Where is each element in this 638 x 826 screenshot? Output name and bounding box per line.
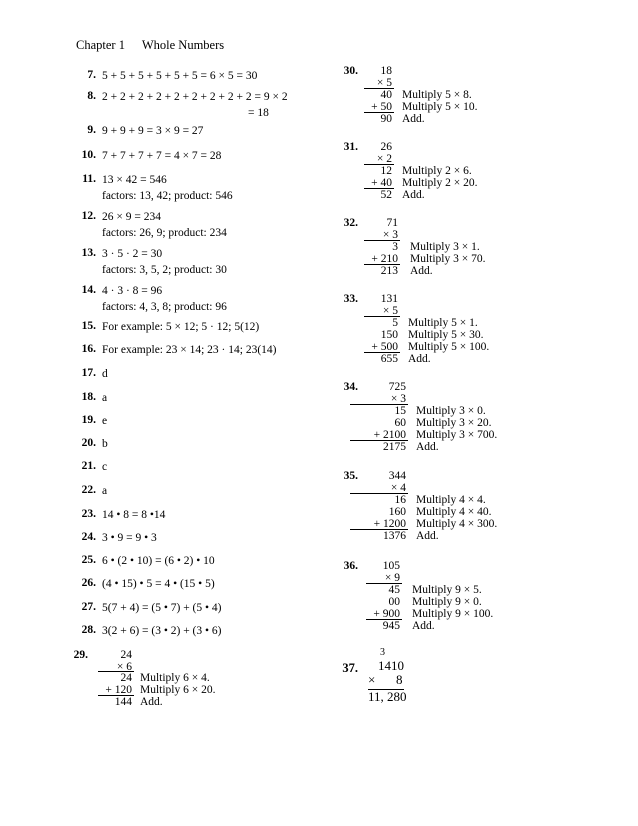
result: 11, 280	[368, 689, 407, 704]
sum-line	[364, 112, 394, 113]
problem-text-line: 4 · 3 · 8 = 96	[102, 285, 163, 297]
problem-text-line: 26 × 9 = 234	[102, 211, 161, 223]
row-value: 725	[388, 381, 406, 393]
problem-text-line: 14 • 8 = 8 •14	[102, 509, 166, 521]
problem-number: 32.	[343, 217, 358, 229]
row-value: 71	[386, 217, 398, 229]
sum-line	[98, 671, 134, 672]
multiplication-row	[368, 405, 486, 417]
problem-number: 15.	[81, 320, 96, 332]
row-value: 12	[380, 165, 392, 177]
row-value: + 50	[371, 101, 392, 113]
row-value: 344	[388, 470, 406, 482]
row-value: × 5	[382, 305, 398, 317]
sum-line	[364, 316, 400, 317]
row-value: 1376	[383, 530, 406, 542]
problem-text-line: 9 + 9 + 9 = 3 × 9 = 27	[102, 125, 204, 137]
row-note: Multiply 9 × 5.	[412, 584, 482, 596]
row-value: 15	[394, 405, 406, 417]
row-value: 144	[114, 695, 132, 708]
row-note: Multiply 5 × 100.	[408, 341, 490, 353]
problem-number: 30.	[343, 65, 358, 77]
multiplication-row	[368, 494, 486, 506]
row-note: Multiply 9 × 0.	[412, 596, 482, 608]
problem-text-line: 3 • 9 = 9 • 3	[102, 532, 157, 544]
row-value: × 4	[390, 482, 406, 494]
problem-text-line: e	[102, 415, 108, 427]
multiplication-row	[368, 113, 425, 125]
sum-line	[366, 583, 402, 584]
row-value: 90	[380, 113, 392, 125]
multiplication-row	[98, 672, 210, 685]
multiplication-row	[368, 317, 478, 329]
row-value: 213	[380, 265, 398, 277]
row-note: Multiply 3 × 20.	[416, 417, 492, 429]
multiplication-row	[368, 189, 425, 201]
row-value: + 900	[373, 608, 400, 620]
row-value: 655	[380, 353, 398, 365]
problem-text-line: 5 + 5 + 5 + 5 + 5 + 5 = 6 × 5 = 30	[102, 70, 258, 82]
row-note: Multiply 6 × 4.	[140, 672, 210, 685]
row-value: 24	[120, 649, 132, 661]
sum-line	[364, 88, 394, 89]
problem-text-line: 7 + 7 + 7 + 7 = 4 × 7 = 28	[102, 150, 222, 162]
row-value: 160	[388, 506, 406, 518]
row-note: Add.	[410, 265, 433, 277]
row-value: 60	[394, 417, 406, 429]
problem-number: 36.	[343, 560, 358, 572]
problem-text-line: factors: 3, 5, 2; product: 30	[102, 264, 227, 276]
problem-text-line: 3 · 5 · 2 = 30	[102, 248, 163, 260]
sum-line	[350, 493, 408, 494]
problem-text-line: 6 • (2 • 10) = (6 • 2) • 10	[102, 555, 215, 567]
row-value: 131	[380, 293, 398, 305]
problem-text-line: b	[102, 438, 108, 450]
chapter-label: Chapter 1	[76, 38, 125, 52]
row-value: 45	[388, 584, 400, 596]
sum-line	[364, 240, 400, 241]
row-value: 00	[388, 596, 400, 608]
row-value: 2175	[383, 441, 406, 453]
multiplication-row	[368, 620, 435, 632]
problem-number: 24.	[81, 531, 96, 543]
operator: ×	[368, 672, 376, 687]
row-value: 105	[382, 560, 400, 572]
problem-text-line: 3(2 + 6) = (3 • 2) + (3 • 6)	[102, 625, 222, 637]
sum-line	[98, 695, 134, 696]
row-note: Multiply 4 × 40.	[416, 506, 492, 518]
multiplication-row	[368, 329, 484, 341]
row-note: Add.	[416, 441, 439, 453]
problem-number: 16.	[81, 343, 96, 355]
problem-text-line: d	[102, 368, 108, 380]
problem-number: 33.	[343, 293, 358, 305]
row-value: × 3	[390, 393, 406, 405]
carry-digit: 3	[380, 647, 385, 658]
row-note: Multiply 4 × 300.	[416, 518, 498, 530]
row-value: + 210	[371, 253, 398, 265]
problem-number: 19.	[81, 414, 96, 426]
multiplication-row	[368, 596, 482, 608]
row-note: Multiply 5 × 10.	[402, 101, 478, 113]
multiplication-row	[368, 89, 472, 101]
row-note: Multiply 5 × 30.	[408, 329, 484, 341]
row-note: Multiply 3 × 1.	[410, 241, 480, 253]
problem-number: 22.	[81, 484, 96, 496]
problem-number: 20.	[81, 437, 96, 449]
row-value: 24	[120, 672, 132, 685]
row-value: × 5	[376, 77, 392, 89]
problem-number: 18.	[81, 391, 96, 403]
problem-number: 23.	[81, 508, 96, 520]
row-value: × 3	[382, 229, 398, 241]
row-value: + 40	[371, 177, 392, 189]
multiplication-row	[368, 265, 433, 277]
problem-text-line: factors: 26, 9; product: 234	[102, 227, 227, 239]
problem-text-line: a	[102, 485, 108, 497]
row-note: Multiply 3 × 70.	[410, 253, 486, 265]
row-value: 26	[380, 141, 392, 153]
sum-line	[350, 440, 408, 441]
problem-number: 28.	[81, 624, 96, 636]
row-value: + 2100	[373, 429, 406, 441]
row-value: × 6	[116, 660, 132, 673]
multiplication-row	[368, 217, 398, 229]
chapter-title: Whole Numbers	[141, 38, 225, 52]
problem-number: 8.	[87, 90, 96, 102]
problem-number: 12.	[81, 210, 96, 222]
multiplication-row	[98, 695, 163, 708]
row-note: Multiply 2 × 20.	[402, 177, 478, 189]
problem-text-line: 2 + 2 + 2 + 2 + 2 + 2 + 2 + 2 + 2 = 9 × 2	[102, 91, 288, 103]
row-value: + 500	[371, 341, 398, 353]
problem-number: 34.	[343, 381, 358, 393]
problem-text-line: For example: 5 × 12; 5 · 12; 5(12)	[102, 321, 260, 333]
multiplication-row	[368, 65, 392, 77]
multiplication-row	[368, 241, 480, 253]
problem-number: 25.	[81, 554, 96, 566]
problem-number: 21.	[81, 460, 96, 472]
multiplier: 8	[396, 672, 403, 687]
multiplication-row	[368, 530, 439, 542]
problem-text-line: factors: 4, 3, 8; product: 96	[102, 301, 227, 313]
row-note: Multiply 9 × 100.	[412, 608, 494, 620]
sum-line	[350, 529, 408, 530]
row-note: Multiply 3 × 0.	[416, 405, 486, 417]
row-value: 150	[380, 329, 398, 341]
multiplication-row	[368, 584, 482, 596]
row-value: 5	[392, 317, 398, 329]
multiplication-row	[368, 417, 492, 429]
multiplication-row	[368, 560, 400, 572]
problem-number: 7.	[87, 69, 96, 81]
row-note: Add.	[402, 113, 425, 125]
multiplication-row	[368, 293, 398, 305]
problem-number: 27.	[81, 601, 96, 613]
row-note: Add.	[402, 189, 425, 201]
problem-number: 10.	[81, 149, 96, 161]
top-number: 1410	[378, 658, 404, 673]
problem-number: 29.	[73, 649, 88, 661]
multiplication-row	[368, 506, 492, 518]
problem-text-line: a	[102, 392, 108, 404]
problem-number: 26.	[81, 577, 96, 589]
multiplication-row	[368, 381, 406, 393]
problem-number: 35.	[343, 470, 358, 482]
problem-number: 13.	[81, 247, 96, 259]
problem-number: 31.	[343, 141, 358, 153]
multiplication-row	[368, 441, 439, 453]
problem-number: 17.	[81, 367, 96, 379]
sum-line	[350, 404, 408, 405]
multiplication-row	[368, 141, 392, 153]
problem-text-line: factors: 13, 42; product: 546	[102, 190, 233, 202]
problem-text-line: 13 × 42 = 546	[102, 174, 167, 186]
multiplication-row	[98, 649, 132, 661]
problem-text-line: 5(7 + 4) = (5 • 7) + (5 • 4)	[102, 602, 222, 614]
row-value: 52	[380, 189, 392, 201]
sum-line	[366, 619, 402, 620]
row-note: Multiply 4 × 4.	[416, 494, 486, 506]
problem-number: 9.	[87, 124, 96, 136]
row-note: Add.	[416, 530, 439, 542]
sum-line	[364, 264, 400, 265]
row-note: Multiply 5 × 1.	[408, 317, 478, 329]
row-value: + 120	[105, 684, 132, 697]
row-note: Add.	[408, 353, 431, 365]
row-value: × 9	[384, 572, 400, 584]
row-note: Multiply 3 × 700.	[416, 429, 498, 441]
row-value: 40	[380, 89, 392, 101]
sum-line	[364, 164, 394, 165]
multiplication-row	[368, 470, 406, 482]
problem-text-line: (4 • 15) • 5 = 4 • (15 • 5)	[102, 578, 215, 590]
problem-text-line: For example: 23 × 14; 23 · 14; 23(14)	[102, 344, 277, 356]
sum-line	[364, 188, 394, 189]
row-note: Add.	[412, 620, 435, 632]
row-value: 945	[382, 620, 400, 632]
problem-number: 11.	[82, 173, 96, 185]
row-value: 16	[394, 494, 406, 506]
row-note: Multiply 5 × 8.	[402, 89, 472, 101]
row-value: 3	[392, 241, 398, 253]
row-value: 18	[380, 65, 392, 77]
sum-line	[364, 352, 400, 353]
problem-text-line: c	[102, 461, 108, 473]
problem-text-line: = 18	[248, 107, 269, 119]
row-note: Multiply 2 × 6.	[402, 165, 472, 177]
row-value: + 1200	[373, 518, 406, 530]
row-note: Multiply 6 × 20.	[140, 684, 216, 697]
row-note: Add.	[140, 695, 163, 708]
page-header	[76, 38, 238, 53]
problem-number: 14.	[81, 284, 96, 296]
row-value: × 2	[376, 153, 392, 165]
problem-number: 37.	[342, 661, 358, 675]
multiplication-row	[368, 165, 472, 177]
multiplication-row	[368, 353, 431, 365]
